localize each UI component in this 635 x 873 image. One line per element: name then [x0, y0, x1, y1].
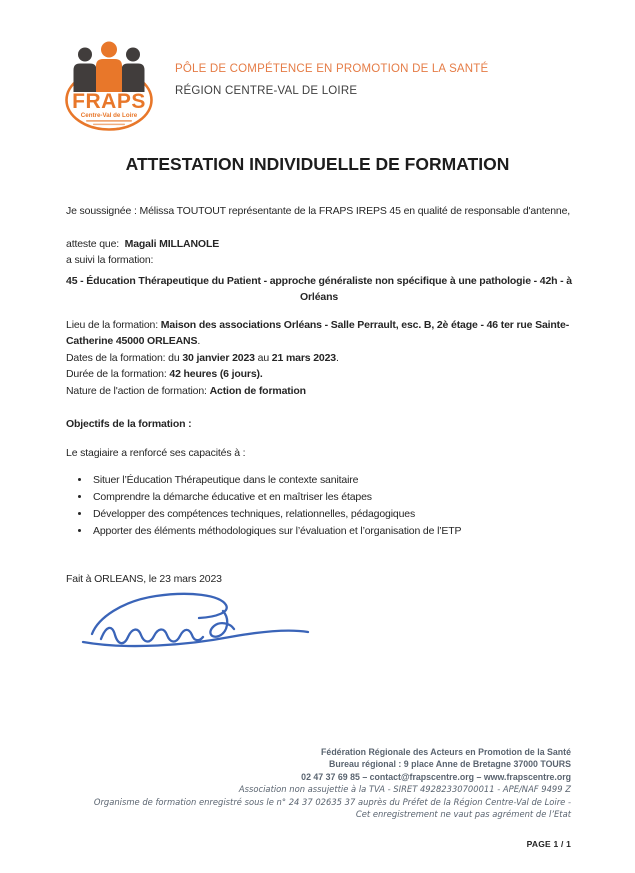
footer-tva-siret: Association non assujettie à la TVA - SIRET 49282330700011 - APE/NAF 9499 Z: [238, 784, 571, 795]
footer-registration-note: Cet enregistrement ne vaut pas agrément de l’Etat: [355, 809, 571, 820]
footer-registration: Organisme de formation enregistré sous le n° 24 37 02635 37 auprès du Préfet de la Région Centre-Val de Loire -: [93, 796, 571, 807]
person-middle-icon: [96, 42, 122, 93]
nature-label: Nature de l'action de formation:: [66, 384, 207, 397]
header-region-line: RÉGION CENTRE-VAL DE LOIRE: [175, 85, 358, 97]
footer-address: Bureau régional : 9 place Anne de Bretagne 37000 TOURS: [329, 759, 571, 770]
document-footer: [91, 746, 571, 820]
course-title: 45 - Éducation Thérapeutique du Patient - approche généraliste non spécifique à une pathologie - 42h - à Orléans: [66, 274, 572, 303]
detail-nature: [66, 383, 572, 400]
dates-mid: au: [257, 351, 270, 364]
objective-item: • Situer l’Éducation Thérapeutique dans le contexte sanitaire: [91, 472, 572, 489]
objectives-heading: Objectifs de la formation :: [66, 418, 192, 430]
training-details: [66, 317, 572, 400]
dates-label: Dates de la formation: du: [66, 351, 180, 364]
attestation-line: [66, 236, 572, 253]
duree-value: 42 heures (6 jours).: [169, 368, 263, 380]
person-left-icon: [74, 48, 97, 93]
signature: [76, 584, 314, 658]
footer-contact: 02 47 37 69 85 – contact@frapscentre.org – www.frapscentre.org: [301, 771, 571, 782]
dates-suffix: .: [335, 351, 339, 364]
detail-lieu: [66, 317, 572, 350]
lieu-label: Lieu de la formation:: [66, 318, 158, 331]
duree-label: Durée de la formation:: [66, 368, 167, 380]
fraps-logo-graphic: [56, 40, 162, 135]
logo-acronym: FRAPS: [72, 90, 146, 113]
atteste-label: atteste que:: [66, 237, 120, 250]
intro-paragraph: Je soussignée : Mélissa TOUTOUT représentante de la FRAPS IREPS 45 en qualité de responsable d'antenne,: [66, 205, 571, 217]
lieu-suffix: .: [197, 335, 201, 347]
document-header: [56, 40, 488, 135]
objectives-list: [91, 472, 572, 540]
logo-tagline-line1: [86, 120, 132, 122]
nature-value: Action de formation: [209, 384, 306, 397]
page-number: PAGE 1 / 1: [526, 839, 571, 849]
date-place-line: Fait à ORLEANS, le 23 mars 2023: [66, 573, 222, 585]
training-line: a suivi la formation:: [66, 254, 154, 266]
header-org-line: PÔLE DE COMPÉTENCE EN PROMOTION DE LA SANTÉ: [175, 63, 489, 75]
dates-start: 30 janvier 2023: [182, 351, 255, 364]
footer-org-name: Fédération Régionale des Acteurs en Promotion de la Santé: [321, 747, 571, 757]
lieu-value: Maison des associations Orléans - Salle Perrault, esc. B, 2è étage - 46 ter rue Sainte-Catherine 45000 ORLEANS: [66, 318, 570, 347]
dates-end: 21 mars 2023: [271, 351, 336, 364]
person-right-icon: [122, 48, 145, 93]
detail-dates: [66, 350, 572, 367]
document-title: ATTESTATION INDIVIDUELLE DE FORMATION: [125, 154, 510, 174]
trainee-name: Magali MILLANOLE: [124, 237, 220, 250]
objective-item: • Développer des compétences techniques, relationnelles, pédagogiques: [91, 506, 572, 523]
header-text-block: [175, 40, 488, 97]
signature-icon: [76, 584, 314, 658]
objective-item: • Apporter des éléments méthodologiques sur l’évaluation et l’organisation de l’ETP: [91, 523, 572, 540]
objective-item: • Comprendre la démarche éducative et en maîtriser les étapes: [91, 489, 572, 506]
logo-region: Centre-Val de Loire: [80, 112, 138, 119]
objectives-intro: Le stagiaire a renforcé ses capacités à :: [66, 446, 246, 459]
document-body: [66, 203, 572, 588]
detail-duree: [66, 366, 572, 383]
fraps-logo: [56, 40, 162, 135]
logo-tagline-line2: [93, 124, 125, 126]
